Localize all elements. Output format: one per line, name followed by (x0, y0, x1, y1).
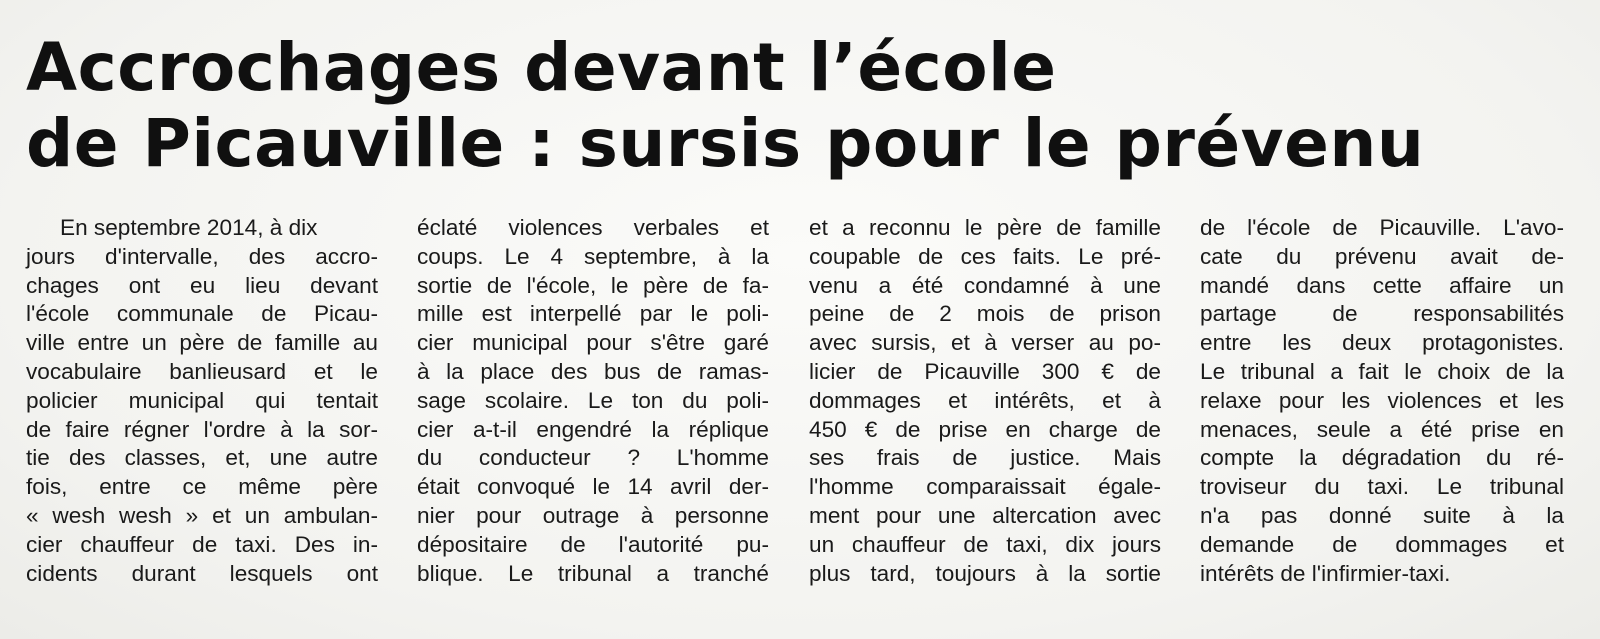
article-text-line: de faire régner l'ordre à la sor- (26, 416, 378, 442)
article-text-line: intérêts de l'infirmier-taxi. (1200, 560, 1451, 586)
article-text-line: venu a été condamné à une (809, 272, 1161, 298)
article-text-line: troviseur du taxi. Le tribunal (1200, 474, 1564, 500)
article-text-line: demande de dommages et (1200, 531, 1564, 557)
article-text-line: « wesh wesh » et un ambulan- (26, 502, 378, 528)
article-text-line: l'école communale de Picau- (26, 301, 378, 327)
article-column-1 (26, 214, 378, 588)
article-text-line: menaces, seule a été prise en (1200, 416, 1564, 442)
article-text-line: relaxe pour les violences et les (1200, 387, 1564, 413)
article-text-line: plus tard, toujours à la sortie (809, 560, 1161, 586)
headline-line-1: Accrochages devant l’école (26, 29, 1057, 106)
article-text-line: En septembre 2014, à dix (60, 215, 318, 240)
article-text-line: Le tribunal a fait le choix de la (1200, 358, 1564, 384)
article-text-line: cier a-t-il engendré la réplique (417, 416, 769, 442)
article-text-line: l'homme comparaissait égale- (809, 474, 1161, 500)
article-text-line: cate du prévenu avait de- (1200, 243, 1564, 269)
article-text-line: à la place des bus de ramas- (417, 358, 769, 384)
article-text-line: partage de responsabilités (1200, 301, 1564, 327)
article-text-line: était convoqué le 14 avril der- (417, 474, 769, 500)
article-column-2 (417, 214, 769, 588)
article-text-line: avec sursis, et à verser au po- (809, 330, 1161, 356)
article-text-line: de l'école de Picauville. L'avo- (1200, 215, 1564, 240)
article-text-line: coupable de ces faits. Le pré- (809, 243, 1161, 269)
article-text-line: nier pour outrage à personne (417, 502, 769, 528)
article-text-line: tie des classes, et, une autre (26, 445, 378, 471)
article-headline (26, 30, 1586, 182)
article-column-4 (1200, 214, 1564, 588)
article-text-line: fois, entre ce même père (26, 474, 378, 500)
article-body (26, 214, 1582, 614)
article-text-line: du conducteur ? L'homme (417, 445, 769, 471)
article-text-line: licier de Picauville 300 € de (809, 358, 1161, 384)
article-text-line: un chauffeur de taxi, dix jours (809, 531, 1161, 557)
article-text-line: éclaté violences verbales et (417, 215, 769, 240)
article-text-line: n'a pas donné suite à la (1200, 502, 1564, 528)
article-text-line: vocabulaire banlieusard et le (26, 358, 378, 384)
article-text-line: policier municipal qui tentait (26, 387, 378, 413)
article-text-line: mandé dans cette affaire un (1200, 272, 1564, 298)
article-text-line: chages ont eu lieu devant (26, 272, 378, 298)
article-text-line: dépositaire de l'autorité pu- (417, 531, 769, 557)
article-text-line: 450 € de prise en charge de (809, 416, 1161, 442)
article-text-line: ville entre un père de famille au (26, 330, 378, 356)
article-text-line: ment pour une altercation avec (809, 502, 1161, 528)
article-text-line: sage scolaire. Le ton du poli- (417, 387, 769, 413)
article-text-line: peine de 2 mois de prison (809, 301, 1161, 327)
article-text-line: cier municipal pour s'être garé (417, 330, 769, 356)
article-column-3 (809, 214, 1161, 588)
article-text-line: entre les deux protagonistes. (1200, 330, 1564, 356)
article-text-line: cidents durant lesquels ont (26, 560, 378, 586)
article-text-line: jours d'intervalle, des accro- (26, 243, 378, 269)
article-text-line: dommages et intérêts, et à (809, 387, 1161, 413)
article-text-line: ses frais de justice. Mais (809, 445, 1161, 471)
article-text-line: et a reconnu le père de famille (809, 215, 1161, 240)
article-text-line: blique. Le tribunal a tranché (417, 560, 769, 586)
headline-line-2: de Picauville : sursis pour le prévenu (26, 105, 1425, 182)
article-text-line: sortie de l'école, le père de fa- (417, 272, 769, 298)
article-text-line: cier chauffeur de taxi. Des in- (26, 531, 378, 557)
article-text-line: mille est interpellé par le poli- (417, 301, 769, 327)
article-text-line: coups. Le 4 septembre, à la (417, 243, 769, 269)
article-text-line: compte la dégradation du ré- (1200, 445, 1564, 471)
